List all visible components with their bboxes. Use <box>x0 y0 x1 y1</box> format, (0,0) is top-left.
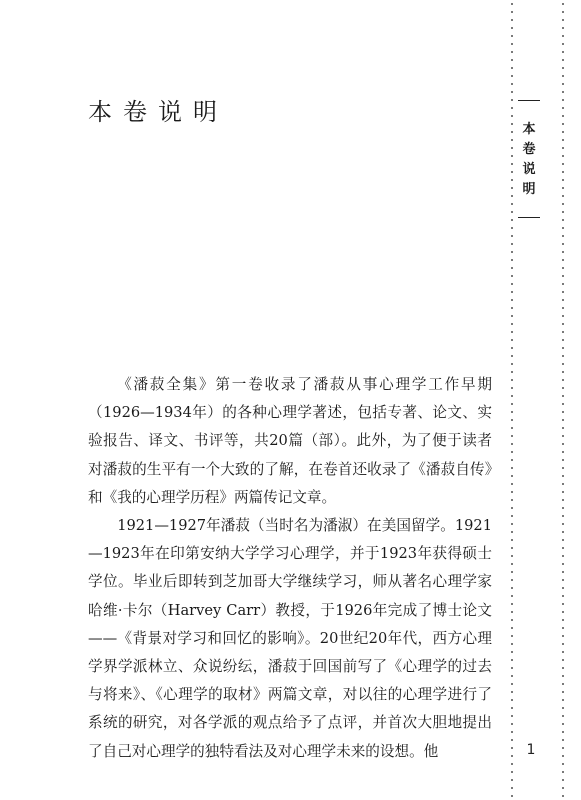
page-number: 1 <box>526 742 536 758</box>
running-head-rule-top <box>518 100 540 101</box>
margin-dotted-line-left <box>511 0 513 800</box>
paragraph-2: 1921—1927年潘菽（当时名为潘淑）在美国留学。1921—1923年在印第安纳大学学习心理学，并于1923年获得硕士学位。毕业后即转到芝加哥大学继续学习，师从著名心理学家哈维·卡尔（Harvey Carr）教授，于1926年完成了博士论文——《背景对学习和回忆的影响》。20世纪20年代，西方心理学界学派林立、众说纷纭，潘菽于回国前写了《心理学的过去与将来》、《心理学的取材》两篇文章，对以往的心理学进行了系统的研究，对各学派的观点给予了点评，并首次大胆地提出了自己对心理学的独特看法及对心理学未来的设想。他 <box>88 517 492 760</box>
margin-dotted-line-right <box>562 0 564 800</box>
running-head-char: 明 <box>522 182 536 197</box>
running-head-rule-bottom <box>518 217 540 218</box>
body-text <box>88 371 492 766</box>
running-head-char: 卷 <box>522 142 536 157</box>
running-head-char: 说 <box>522 162 536 177</box>
page-title: 本卷说明 <box>88 98 228 126</box>
paragraph-1: 《潘菽全集》第一卷收录了潘菽从事心理学工作早期（1926—1934年）的各种心理学著述，包括专著、论文、实验报告、译文、书评等，共20篇（部）。此外，为了便于读者对潘菽的生平有一个大致的了解，在卷首还收录了《潘菽自传》和《我的心理学历程》两篇传记文章。 <box>88 376 492 506</box>
running-head <box>521 120 537 200</box>
running-head-char: 本 <box>522 122 536 137</box>
